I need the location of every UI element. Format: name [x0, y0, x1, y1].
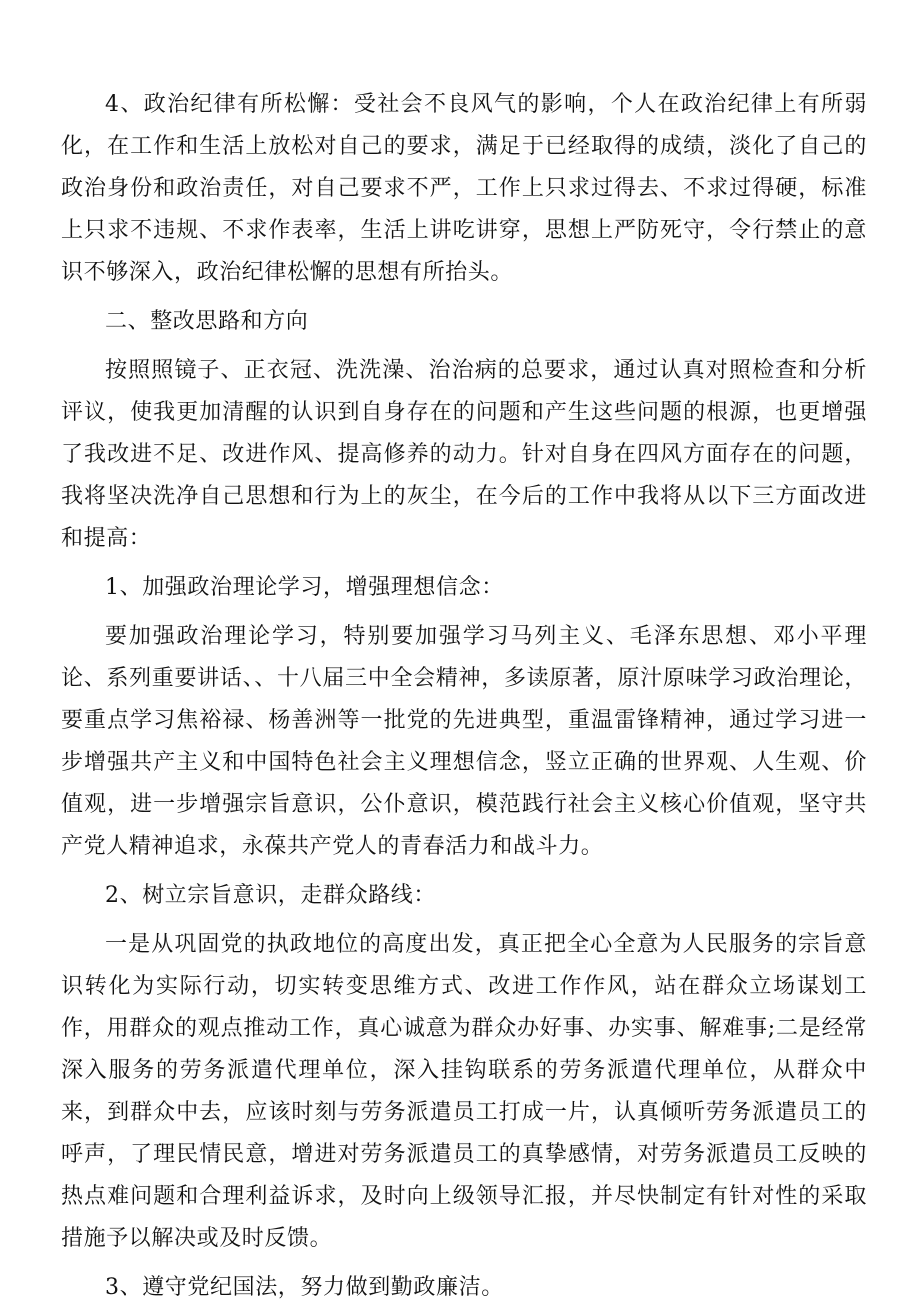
document-body: [61, 84, 867, 1316]
paragraph-theory-study: 要加强政治理论学习，特别要加强学习马列主义、毛泽东思想、邓小平理论、系列重要讲话、、十八届三中全会精神，多读原著，原汁原味学习政治理论，要重点学习焦裕禄、杨善洲等一批党的先进典型，重温雷锋精神，通过学习进一步增强共产主义和中国特色社会主义理想信念，竖立正确的世界观、人生观、价值观，进一步增强宗旨意识，公仆意识，模范践行社会主义核心价值观，坚守共产党人精神追求，永葆共产党人的青春活力和战斗力。: [61, 624, 867, 859]
paragraph-political-discipline: 4、政治纪律有所松懈：受社会不良风气的影响，个人在政治纪律上有所弱化，在工作和生活上放松对自己的要求，满足于已经取得的成绩，淡化了自己的政治身份和政治责任，对自己要求不严，工作上只求过得去、不求过得硬，标准上只求不违规、不求作表率，生活上讲吃讲穿，思想上严防死守，令行禁止的意识不够深入，政治纪律松懈的思想有所抬头。: [61, 92, 867, 285]
section-heading-rectification: 二、整改思路和方向: [105, 309, 309, 334]
subheading-discipline-law: 3、遵守党纪国法，努力做到勤政廉洁。: [105, 1275, 504, 1300]
subheading-mass-line: 2、树立宗旨意识，走群众路线：: [105, 883, 436, 908]
subheading-theory-study: 1、加强政治理论学习，增强理想信念：: [105, 575, 504, 600]
paragraph-mass-line: 一是从巩固党的执政地位的高度出发，真正把全心全意为人民服务的宗旨意识转化为实际行动，切实转变思维方式、改进工作作风，站在群众立场谋划工作，用群众的观点推动工作，真心诚意为群众办好事、办实事、解难事;二是经常深入服务的劳务派遣代理单位，深入挂钩联系的劳务派遣代理单位，从群众中来，到群众中去，应该时刻与劳务派遣员工打成一片，认真倾听劳务派遣员工的呼声，了理民情民意，增进对劳务派遣员工的真挚感情，对劳务派遣员工反映的热点难问题和合理利益诉求，及时向上级领导汇报，并尽快制定有针对性的采取措施予以解决或及时反馈。: [61, 932, 867, 1251]
paragraph-rectification-intro: 按照照镜子、正衣冠、洗洗澡、治治病的总要求，通过认真对照检查和分析评议，使我更加清醒的认识到自身存在的问题和产生这些问题的根源，也更增强了我改进不足、改进作风、提高修养的动力。针对自身在四风方面存在的问题，我将坚决洗净自己思想和行为上的灰尘，在今后的工作中我将从以下三方面改进和提高：: [61, 358, 867, 551]
